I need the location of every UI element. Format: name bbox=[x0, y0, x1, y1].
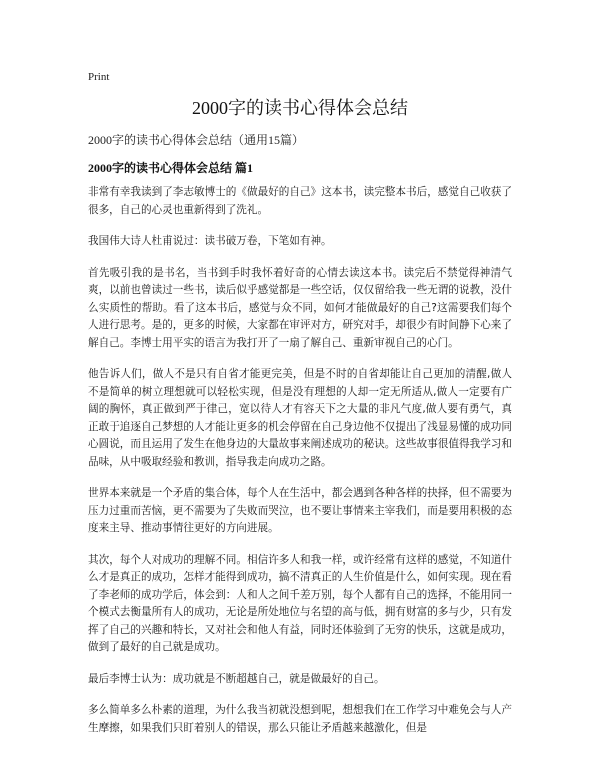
paragraph: 多么简单多么朴素的道理，为什么我当初就没想到呢，想想我们在工作学习中难免会与人产生摩擦，如果我们只盯着别人的错误，那么只能让矛盾越来越激化，但是 bbox=[88, 704, 512, 734]
document-title: 2000字的读书心得体会总结 bbox=[192, 98, 408, 118]
paragraph: 他告诉人们，做人不是只有自省才能更完美，但是不时的自省却能让自己更加的清醒,做人不是简单的树立理想就可以轻松实现，但是没有理想的人却一定无所适从,做人一定要有广阔的胸怀，真正做到严于律己，宽以待人才有容天下之大量的非凡气度,做人要有勇气，真正敢于追逐自己梦想的人才能让更多的机会停留在自己身边他不仅提出了浅显易懂的成功同心圆说，而且运用了发生在他身边的大量故事来阐述成功的秘诀。这些故事很值得我学习和品味，从中吸取经验和教训，指导我走向成功之路。 bbox=[88, 368, 512, 468]
paragraph: 非常有幸我读到了李志敏博士的《做最好的自己》这本书，读完整本书后，感觉自己收获了很多，自己的心灵也重新得到了洗礼。 bbox=[88, 186, 512, 216]
paragraph: 世界本来就是一个矛盾的集合体，每个人在生活中，都会遇到各种各样的抉择，但不需要为压力过重而苦恼，更不需要为了失败而哭泣，也不要让事情来主宰我们，而是要用积极的态度来主导、推动事情往更好的方向进展。 bbox=[88, 487, 512, 534]
paragraph: 我国伟大诗人杜甫说过：读书破万卷，下笔如有神。 bbox=[88, 235, 332, 247]
document-body bbox=[88, 184, 512, 751]
paragraph: 其次，每个人对成功的理解不同。相信许多人和我一样，或许经常有这样的感觉，不知道什么才是真正的成功，怎样才能得到成功，搞不清真正的人生价值是什么，如何实现。现在看了李老师的成功学后，体会到：人和人之间千差万别，每个人都有自己的选择，不能用同一个模式去衡量所有人的成功，无论是所处地位与名望的高与低，拥有财富的多与少，只有发挥了自己的兴趣和特长，又对社会和他人有益，同时还体验到了无穷的快乐，这就是成功，做到了最好的自己就是成功。 bbox=[88, 553, 512, 653]
print-label[interactable]: Print bbox=[88, 71, 110, 83]
paragraph: 首先吸引我的是书名，当书到手时我怀着好奇的心情去读这本书。读完后不禁觉得神清气爽，以前也曾读过一些书，读后似乎感觉都是一些空话，仅仅留给我一些无谓的说教，没什么实质性的帮助。看了这本书后，感觉与众不同，如何才能做最好的自己?这需要我们每个人进行思考。是的，更多的时候，大家都在审评对方，研究对手，却很少有时间静下心来了解自己。李博士用平实的语言为我打开了一扇了解自己、重新审视自己的心门。 bbox=[88, 266, 512, 349]
paragraph: 最后李博士认为：成功就是不断超越自己，就是做最好的自己。 bbox=[88, 672, 385, 685]
document-subtitle: 2000字的读书心得体会总结（通用15篇） bbox=[88, 133, 305, 147]
section-heading: 2000字的读书心得体会总结 篇1 bbox=[88, 161, 254, 175]
